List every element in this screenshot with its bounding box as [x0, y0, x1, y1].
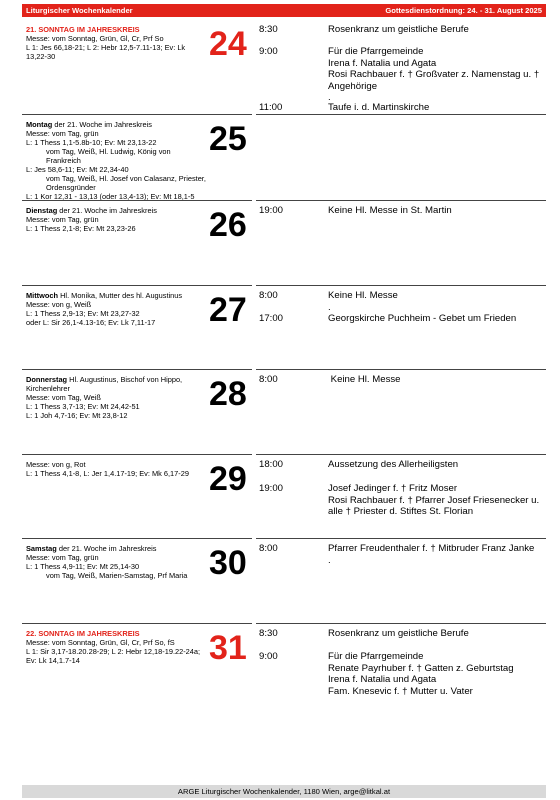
liturgy-info: [26, 544, 206, 580]
service-time: 19:00: [259, 483, 284, 494]
liturgy-line: Messe: vom Sonntag, Grün, Gl, Cr, Prf So, fS: [26, 638, 175, 647]
day-number: 28: [209, 375, 247, 413]
footer: ARGE Liturgischer Wochenkalender, 1180 Wien, arge@litkal.at: [22, 785, 546, 798]
liturgy-line: vom Tag, Weiß, Hl. Ludwig, König von Frankreich: [46, 147, 173, 165]
calendar-header: [22, 4, 546, 17]
liturgy-line: L: 1 Thess 4,9-11; Ev: Mt 25,14-30: [26, 562, 140, 571]
liturgy-info: [26, 25, 206, 61]
liturgy-info: [26, 291, 206, 327]
liturgy-line: vom Tag, Weiß, Hl. Josef von Calasanz, Priester, Ordensgründer: [46, 174, 208, 192]
day-block-24: [22, 22, 546, 117]
day-number: 27: [209, 291, 247, 329]
service-description: Keine Hl. Messe .: [328, 290, 398, 313]
day-title-suffix: der 21. Woche im Jahreskreis: [56, 544, 157, 553]
day-separator: [22, 623, 252, 624]
day-block-28: [22, 372, 546, 457]
day-title-suffix: Hl. Augustinus, Bischof von Hippo, Kirchenlehrer: [26, 375, 183, 393]
day-title: Mittwoch: [26, 291, 59, 300]
service-description: Rosenkranz um geistliche Berufe: [328, 24, 469, 35]
day-separator: [256, 369, 546, 370]
service-description: Für die Pfarrgemeinde Renate Payrhuber f. † Gatten z. Geburtstag Irena f. Natalia und Agata Fam. Knesevic f. † Mutter u. Vater: [328, 651, 514, 697]
day-separator: [256, 538, 546, 539]
service-time: 9:00: [259, 46, 278, 57]
service-description: Aussetzung des Allerheiligsten: [328, 459, 459, 470]
liturgy-line: L: 1 Thess 4,1-8, L: Jer 1,4.17-19; Ev: Mk 6,17-29: [26, 469, 189, 478]
service-time: 8:00: [259, 543, 278, 554]
day-title: Samstag: [26, 544, 57, 553]
liturgy-line: L: 1 Joh 4,7-16; Ev: Mt 23,8-12: [26, 411, 128, 420]
liturgy-line: L: 1 Thess 3,7-13; Ev: Mt 24,42-51: [26, 402, 140, 411]
liturgy-line: Messe: vom Tag, grün: [26, 129, 99, 138]
service-description: Pfarrer Freudenthaler f. † Mitbruder Franz Janke .: [328, 543, 535, 566]
service-time: 11:00: [259, 102, 283, 113]
day-separator: [256, 623, 546, 624]
liturgy-info: [26, 206, 206, 233]
day-number: 24: [209, 25, 247, 63]
liturgy-info: [26, 460, 206, 478]
day-separator: [256, 454, 546, 455]
day-block-31: [22, 626, 546, 766]
day-separator: [22, 369, 252, 370]
liturgy-line: L 1: Sir 3,17-18.20.28-29; L 2: Hebr 12,18-19.22-24a; Ev: Lk 14,1.7-14: [26, 647, 203, 665]
day-separator: [22, 200, 252, 201]
day-block-27: [22, 288, 546, 372]
liturgy-line: Messe: vom Tag, grün: [26, 553, 99, 562]
day-number: 26: [209, 206, 247, 244]
day-number: 31: [209, 629, 247, 667]
liturgy-line: oder L: Sir 26,1-4.13-16; Ev: Lk 7,11-17: [26, 318, 156, 327]
day-separator: [256, 285, 546, 286]
day-title-line: [26, 206, 206, 215]
service-description: Keine Hl. Messe in St. Martin: [328, 205, 452, 216]
liturgy-line: vom Tag, Weiß, Marien-Samstag, Prf Maria: [46, 571, 188, 580]
day-separator: [256, 114, 546, 115]
day-separator: [22, 114, 252, 115]
day-block-25: [22, 117, 546, 203]
liturgy-line: Messe: vom Tag, Weiß: [26, 393, 101, 402]
liturgy-info: [26, 629, 206, 665]
day-title-suffix: Hl. Monika, Mutter des hl. Augustinus: [58, 291, 183, 300]
day-separator: [256, 200, 546, 201]
day-block-29: [22, 457, 546, 541]
liturgy-line: L: 1 Kor 12,31 - 13,13 (oder 13,4-13); Ev: Mt 18,1-5: [26, 192, 195, 201]
day-number: 29: [209, 460, 247, 498]
day-separator: [22, 538, 252, 539]
day-title: 21. SONNTAG IM JAHRESKREIS: [26, 25, 140, 34]
day-number: 25: [209, 120, 247, 158]
service-description: Josef Jedinger f. † Fritz Moser Rosi Rachbauer f. † Pfarrer Josef Friesenecker u. alle † Priester d. Stiftes St. Florian: [328, 483, 540, 517]
day-block-26: [22, 203, 546, 288]
liturgy-info: [26, 120, 206, 201]
service-time: 18:00: [259, 459, 284, 470]
liturgy-line: L: Jes 58,6-11; Ev: Mt 22,34-40: [26, 165, 129, 174]
liturgy-line: L: 1 Thess 1,1-5.8b-10; Ev: Mt 23,13-22: [26, 138, 157, 147]
service-time: 17:00: [259, 313, 284, 324]
service-description: Für die Pfarrgemeinde Irena f. Natalia und Agata Rosi Rachbauer f. † Großvater z. Namenstag u. † Angehörige .: [328, 46, 540, 103]
liturgy-line: Messe: von g, Weiß: [26, 300, 92, 309]
liturgy-info: [26, 375, 206, 420]
service-description: Taufe i. d. Martinskirche: [328, 102, 430, 113]
day-title-line: [26, 291, 206, 300]
service-description: Keine Hl. Messe: [328, 374, 401, 385]
day-title: 22. SONNTAG IM JAHRESKREIS: [26, 629, 140, 638]
day-title-line: [26, 629, 206, 638]
service-time: 19:00: [259, 205, 284, 216]
day-title-suffix: der 21. Woche im Jahreskreis: [52, 120, 152, 129]
service-description: Rosenkranz um geistliche Berufe: [328, 628, 469, 639]
day-separator: [22, 285, 252, 286]
day-title: Montag: [26, 120, 53, 129]
day-title: Donnerstag: [26, 375, 68, 384]
day-title-line: [26, 120, 206, 129]
service-time: 8:30: [259, 24, 278, 35]
day-title-line: [26, 375, 206, 393]
day-block-30: [22, 541, 546, 626]
day-title-line: [26, 544, 206, 553]
day-number: 30: [209, 544, 247, 582]
header-title: Liturgischer Wochenkalender: [26, 6, 133, 15]
liturgy-line: Messe: vom Tag, grün: [26, 215, 99, 224]
service-time: 8:00: [259, 374, 278, 385]
day-separator: [22, 454, 252, 455]
liturgy-line: Messe: vom Sonntag, Grün, Gl, Cr, Prf So: [26, 34, 164, 43]
day-title: Dienstag: [26, 206, 58, 215]
day-title-line: [26, 25, 206, 34]
liturgy-line: L: 1 Thess 2,1-8; Ev: Mt 23,23-26: [26, 224, 136, 233]
liturgy-line: L 1: Jes 66,18-21; L 2: Hebr 12,5-7.11-13; Ev: Lk 13,22-30: [26, 43, 188, 61]
service-time: 8:00: [259, 290, 278, 301]
service-description: Georgskirche Puchheim - Gebet um Frieden: [328, 313, 517, 324]
service-time: 9:00: [259, 651, 278, 662]
liturgy-line: L: 1 Thess 2,9-13; Ev: Mt 23,27-32: [26, 309, 140, 318]
header-date-range: Gottesdienstordnung: 24. - 31. August 2025: [385, 6, 542, 15]
service-time: 8:30: [259, 628, 278, 639]
day-title-suffix: der 21. Woche im Jahreskreis: [57, 206, 157, 215]
liturgy-line: Messe: von g, Rot: [26, 460, 86, 469]
